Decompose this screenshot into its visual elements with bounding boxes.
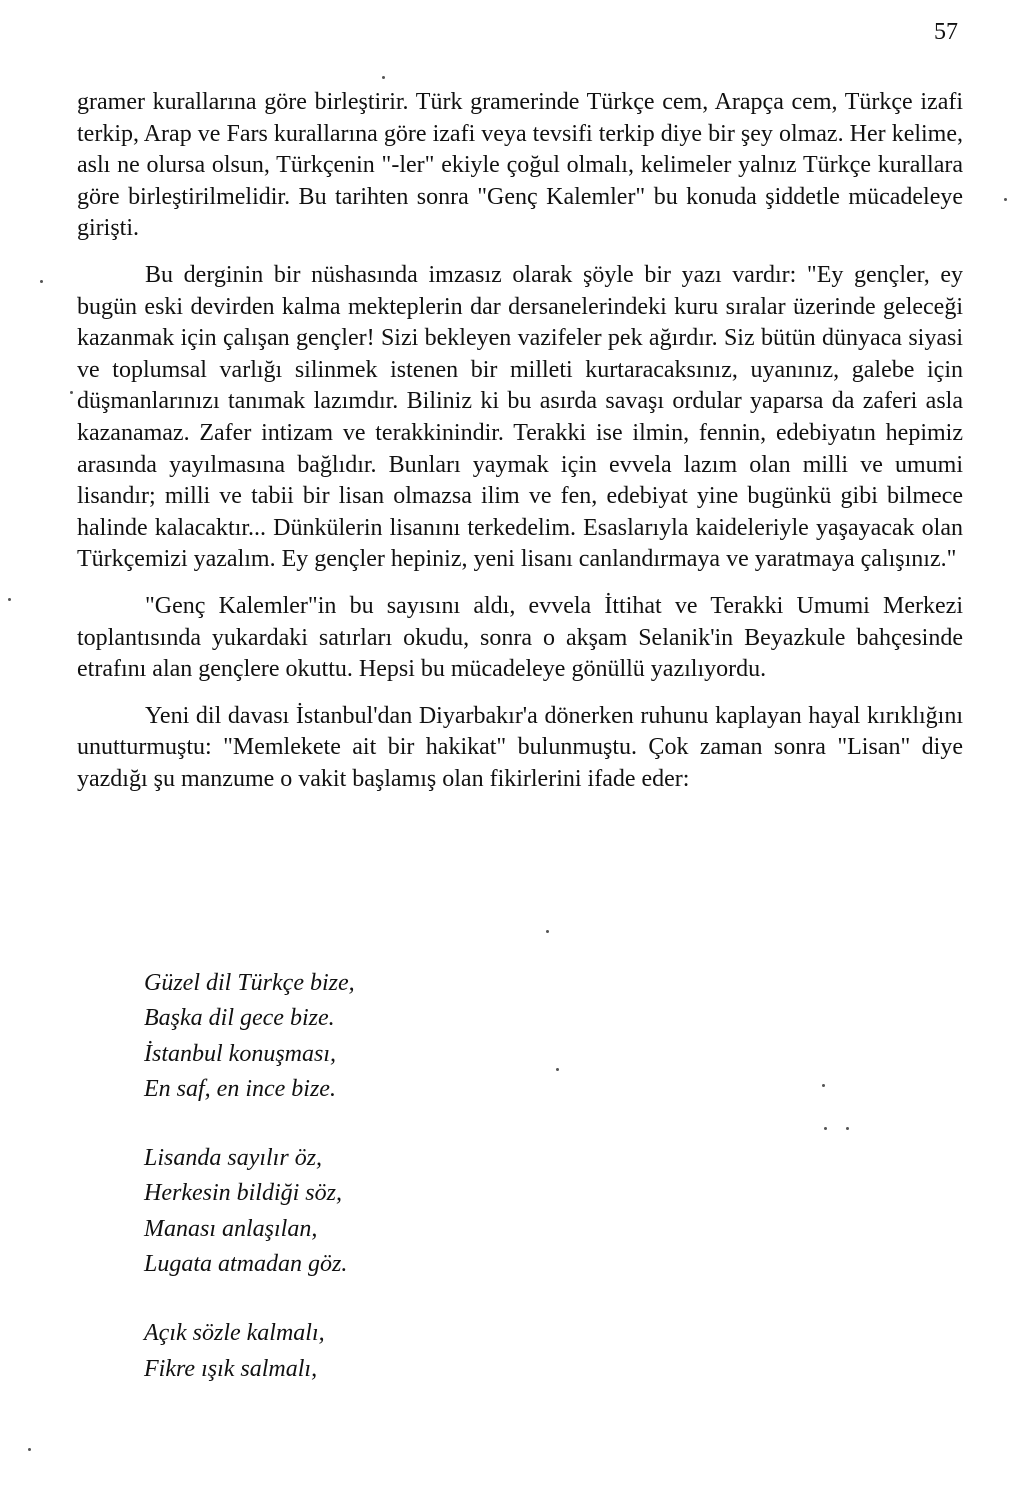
poem — [144, 966, 744, 1387]
scan-speck — [556, 1068, 559, 1071]
paragraph: gramer kurallarına göre birleştirir. Türk gramerinde Türkçe cem, Arapça cem, Türkçe izafi terkip, Arap ve Fars kurallarına göre izafi veya tevsifi terkip diye bir şey olmaz. Her kelime, aslı ne olursa olsun, Türkçenin "-ler" ekiyle çoğul olmalı, kelimeler yalnız Türkçe kurallara göre birleştirilmelidir. Bu tarihten sonra "Genç Kalemler" bu konuda şiddetle mücadeleye girişti. — [77, 89, 963, 242]
scan-speck — [824, 1127, 827, 1130]
scan-speck — [822, 1084, 825, 1087]
poem-verse: Lisanda sayılır öz, — [144, 1145, 323, 1172]
poem-verse: Güzel dil Türkçe bize, — [144, 970, 355, 996]
poem-verse: Herkesin bildiği söz, — [144, 1180, 342, 1207]
scan-speck — [382, 76, 385, 79]
scan-speck — [28, 1448, 31, 1451]
page-number: 57 — [934, 19, 958, 45]
scan-speck — [40, 280, 43, 283]
poem-verse: Lugata atmadan göz. — [144, 1251, 348, 1278]
body-text — [77, 87, 963, 795]
poem-verse: Fikre ışık salmalı, — [144, 1355, 318, 1382]
poem-verse: İstanbul konuşması, — [144, 1040, 336, 1067]
poem-verse: Açık sözle kalmalı, — [144, 1320, 325, 1347]
scan-speck — [8, 598, 11, 601]
poem-stanza — [144, 1316, 744, 1387]
poem-stanza — [144, 1141, 744, 1282]
poem-stanza — [144, 966, 744, 1107]
poem-verse: En saf, en ince bize. — [144, 1075, 336, 1102]
paragraph: Bu derginin bir nüshasında imzasız olarak şöyle bir yazı vardır: "Ey gençler, ey bugün eski devirden kalma mekteplerin dar dersanelerindeki kuru sıralar üzerinde geleceği kazanmak için çalışan gençler! Sizi bekleyen vazifeler pek ağırdır. Siz bütün dünyaca siyasi ve toplumsal varlığı silinmek istenen bir milleti kurtaracaksınız, uyanınız, galebe için düşmanlarınızı tanımak lazımdır. Biliniz ki bu asırda savaşı ordular yaparsa da zaferi asla kazanamaz. Zafer intizam ve terakkinindir. Terakki ise ilmin, fennin, edebiyatın hepimiz arasında yayılmasına bağlıdır. Bunları yaymak için evvela lazım olan milli ve umumi lisandır; milli ve tabii bir lisan olmazsa ilim ve fen, edebiyat yine bugünkü gibi bilmece halinde kalacaktır... Dünkülerin lisanını terkedelim. Esaslarıyla kaideleriyle yaşayacak olan Türkçemizi yazalım. Ey gençler hepiniz, yeni lisanı canlandırmaya ve yaratmaya çalışınız." — [77, 261, 963, 573]
scan-speck — [846, 1127, 849, 1130]
paragraph: "Genç Kalemler"in bu sayısını aldı, evvela İttihat ve Terakki Umumi Merkezi toplantısında yukardaki satırları okudu, sonra o akşam Selanik'in Beyazkule bahçesinde etrafını alan gençlere okuttu. Hepsi bu mücadeleye gönüllü yazılıyordu. — [77, 592, 963, 683]
scan-speck — [70, 391, 73, 394]
paragraph: Yeni dil davası İstanbul'dan Diyarbakır'a dönerken ruhunu kaplayan hayal kırıklığını unutturmuştu: "Memlekete ait bir hakikat" bulunmuştu. Çok zaman sonra "Lisan" diye yazdığı şu manzume o vakit başlamış olan fikirlerini ifade eder: — [77, 702, 963, 792]
poem-verse: Manası anlaşılan, — [144, 1215, 318, 1242]
scan-speck — [546, 930, 549, 933]
scan-speck — [1004, 198, 1007, 201]
poem-verse: Başka dil gece bize. — [144, 1005, 335, 1032]
